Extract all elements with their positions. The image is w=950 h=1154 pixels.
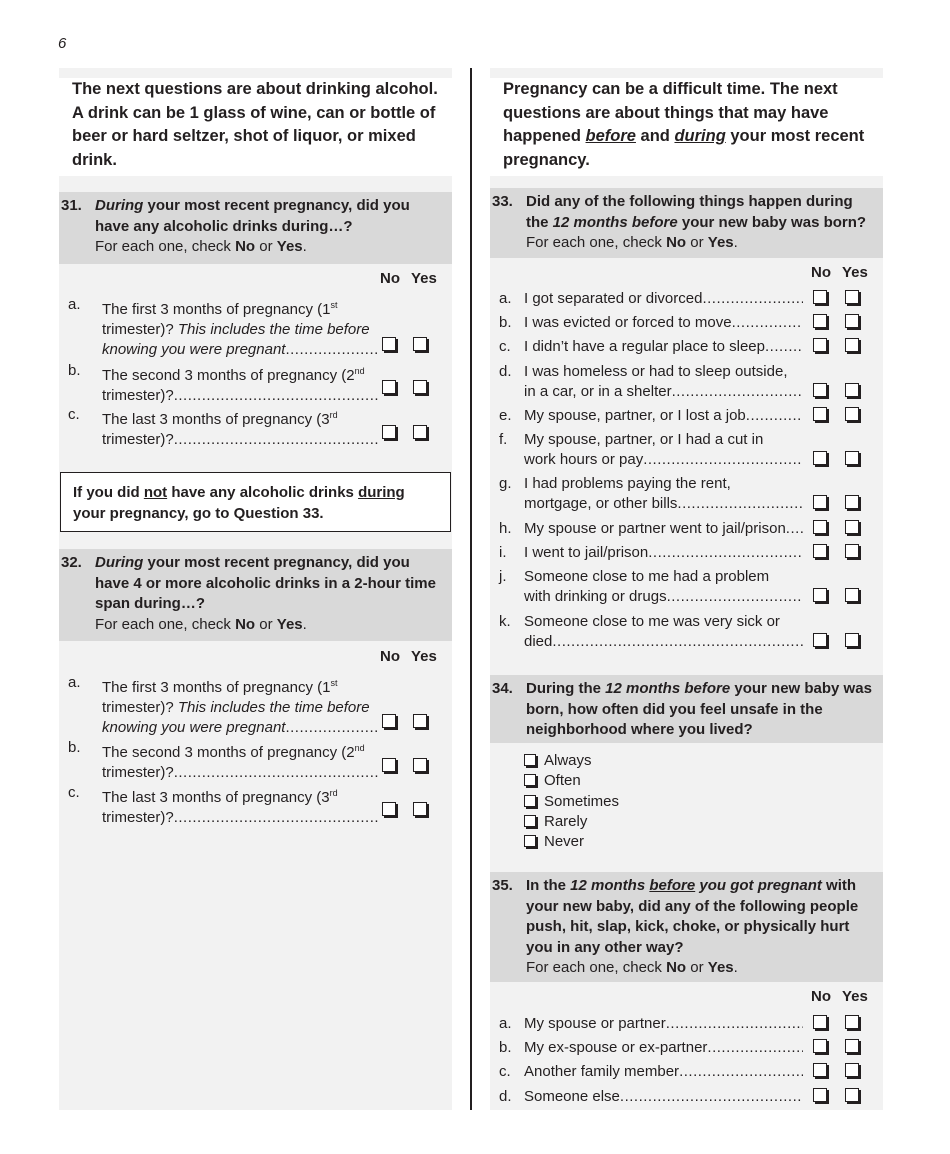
- q33e-yes-checkbox[interactable]: [845, 407, 859, 421]
- q33b-yes-checkbox[interactable]: [845, 314, 859, 328]
- question-32-header: [59, 549, 452, 641]
- question-text: Did any of the following things happen during the 12 months before your new baby was born? For each one, check No or Yes.: [526, 193, 867, 251]
- q34-option-often[interactable]: [524, 771, 581, 791]
- no-yes-header: No Yes: [380, 270, 437, 287]
- question-34-header: [490, 675, 883, 743]
- q34-option-label: Often: [544, 772, 581, 790]
- q32b-no-checkbox[interactable]: [382, 758, 396, 772]
- skip-instruction-box: If you did not have any alcoholic drinks during your pregnancy, go to Question 33.: [60, 472, 451, 532]
- q33b-no-checkbox[interactable]: [813, 314, 827, 328]
- question-number: 32.: [61, 554, 82, 571]
- q33d-yes-checkbox[interactable]: [845, 383, 859, 397]
- q33c-no-checkbox[interactable]: [813, 338, 827, 352]
- q34-option-checkbox[interactable]: [524, 815, 536, 827]
- q35a-no-checkbox[interactable]: [813, 1015, 827, 1029]
- q34-option-checkbox[interactable]: [524, 795, 536, 807]
- question-number: 31.: [61, 197, 82, 214]
- q33h-no-checkbox[interactable]: [813, 520, 827, 534]
- q32c-yes-checkbox[interactable]: [413, 802, 427, 816]
- q34-option-label: Always: [544, 752, 592, 769]
- q34-option-sometimes[interactable]: [524, 792, 619, 812]
- q33k-no-checkbox[interactable]: [813, 633, 827, 647]
- q34-option-never[interactable]: [524, 832, 584, 852]
- q31b-no-checkbox[interactable]: [382, 380, 396, 394]
- q33i-no-checkbox[interactable]: [813, 544, 827, 558]
- q35a-yes-checkbox[interactable]: [845, 1015, 859, 1029]
- page-number: 6: [58, 35, 67, 52]
- no-yes-header: No Yes: [380, 648, 437, 665]
- q34-option-always[interactable]: [524, 751, 592, 771]
- question-instruction: For each one, check No or Yes.: [526, 959, 738, 976]
- q35c-yes-checkbox[interactable]: [845, 1063, 859, 1077]
- q31a-no-checkbox[interactable]: [382, 337, 396, 351]
- question-text: During the 12 months before your new baby was born, how often did you feel unsafe in the neighborhood where you lived?: [526, 680, 872, 738]
- alcohol-section-intro: The next questions are about drinking alcohol. A drink can be 1 glass of wine, can or bottle of beer or hard seltzer, shot of liquor, or mixed drink.: [59, 78, 452, 176]
- q34-option-label: Never: [544, 833, 585, 851]
- no-yes-header: No Yes: [811, 988, 868, 1005]
- q33g-no-checkbox[interactable]: [813, 495, 827, 509]
- q32a-yes-checkbox[interactable]: [413, 714, 427, 728]
- pregnancy-section-intro: Pregnancy can be a difficult time. The next questions are about things that may have happened before and during your most recent pregnancy.: [490, 78, 883, 176]
- question-number: 35.: [492, 877, 513, 894]
- question-text: In the 12 months before you got pregnant with your new baby, did any of the following people push, hit, slap, kick, choke, or physically hurt you in any other way?: [526, 877, 859, 956]
- question-33-header: [490, 188, 883, 258]
- q34-option-checkbox[interactable]: [524, 774, 536, 786]
- q34-option-rarely[interactable]: [524, 812, 587, 832]
- q31c-yes-checkbox[interactable]: [413, 425, 427, 439]
- q33e-no-checkbox[interactable]: [813, 407, 827, 421]
- q33j-no-checkbox[interactable]: [813, 588, 827, 602]
- q34-option-label: Rarely: [544, 812, 588, 830]
- question-text: During your most recent pregnancy, did you have 4 or more alcoholic drinks in a 2-hour time span during…?: [95, 554, 436, 612]
- no-yes-header: No Yes: [811, 264, 868, 281]
- q33a-no-checkbox[interactable]: [813, 290, 827, 304]
- question-number: 34.: [492, 680, 513, 697]
- q35d-yes-checkbox[interactable]: [845, 1088, 859, 1102]
- q33i-yes-checkbox[interactable]: [845, 544, 859, 558]
- question-text: During your most recent pregnancy, did you have any alcoholic drinks during…?: [95, 197, 410, 235]
- q35d-no-checkbox[interactable]: [813, 1088, 827, 1102]
- q33d-no-checkbox[interactable]: [813, 383, 827, 397]
- q34-option-checkbox[interactable]: [524, 835, 536, 847]
- q32a-no-checkbox[interactable]: [382, 714, 396, 728]
- q34-option-checkbox[interactable]: [524, 754, 536, 766]
- q32b-yes-checkbox[interactable]: [413, 758, 427, 772]
- q35b-no-checkbox[interactable]: [813, 1039, 827, 1053]
- q35b-yes-checkbox[interactable]: [845, 1039, 859, 1053]
- q31c-no-checkbox[interactable]: [382, 425, 396, 439]
- q33c-yes-checkbox[interactable]: [845, 338, 859, 352]
- q33f-yes-checkbox[interactable]: [845, 451, 859, 465]
- question-35-header: [490, 872, 883, 982]
- q35c-no-checkbox[interactable]: [813, 1063, 827, 1077]
- q33j-yes-checkbox[interactable]: [845, 588, 859, 602]
- q32c-no-checkbox[interactable]: [382, 802, 396, 816]
- q33f-no-checkbox[interactable]: [813, 451, 827, 465]
- q31b-yes-checkbox[interactable]: [413, 380, 427, 394]
- question-31-header: [59, 192, 452, 264]
- q34-option-label: Sometimes: [544, 792, 620, 810]
- question-instruction: For each one, check No or Yes.: [95, 238, 307, 255]
- q33g-yes-checkbox[interactable]: [845, 495, 859, 509]
- question-instruction: For each one, check No or Yes.: [95, 615, 307, 633]
- question-number: 33.: [492, 193, 513, 210]
- q31a-yes-checkbox[interactable]: [413, 337, 427, 351]
- column-divider: [470, 68, 472, 1110]
- q33k-yes-checkbox[interactable]: [845, 633, 859, 647]
- q33h-yes-checkbox[interactable]: [845, 520, 859, 534]
- q33a-yes-checkbox[interactable]: [845, 290, 859, 304]
